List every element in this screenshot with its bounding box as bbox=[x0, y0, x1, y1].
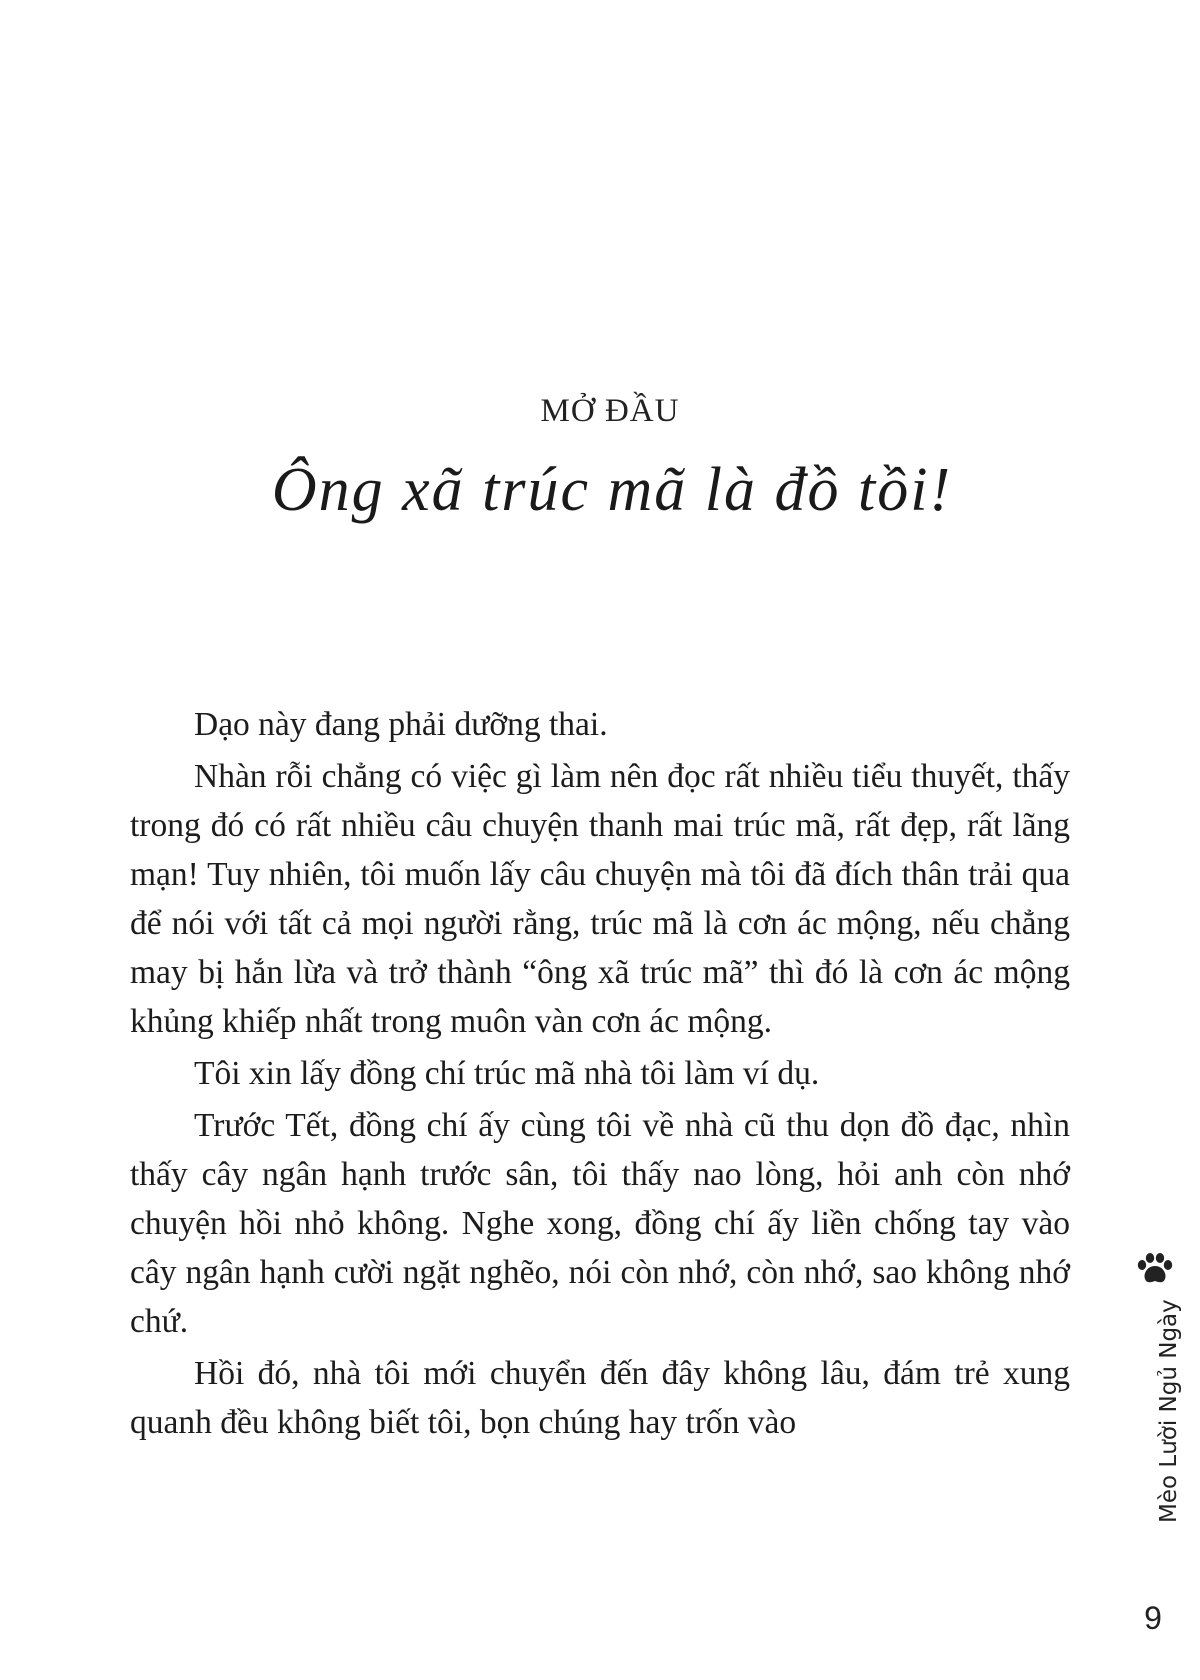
paw-icon bbox=[1135, 1252, 1175, 1286]
chapter-label: MỞ ĐẦU bbox=[540, 393, 680, 429]
body-text bbox=[130, 700, 1070, 1450]
paragraph-1: Dạo này đang phải dưỡng thai. bbox=[194, 706, 608, 743]
paragraph-2: Nhàn rỗi chẳng có việc gì làm nên đọc rất nhiều tiểu thuyết, thấy trong đó có rất nhiều câu chuyện thanh mai trúc mã, rất đẹp, rất lãng mạn! Tuy nhiên, tôi muốn lấy câu chuyện mà tôi đã đích thân trải qua để nói với tất cả mọi người rằng, trúc mã là cơn ác mộng, nếu chẳng may bị hắn lừa và trở thành “ông xã trúc mã” thì đó là cơn ác mộng khủng khiếp nhất trong muôn vàn cơn ác mộng. bbox=[130, 758, 1070, 1040]
paragraph-3: Tôi xin lấy đồng chí trúc mã nhà tôi làm ví dụ. bbox=[194, 1055, 820, 1092]
series-title: Mèo Lười Ngủ Ngày bbox=[1156, 1299, 1182, 1523]
paragraph-4: Trước Tết, đồng chí ấy cùng tôi về nhà cũ thu dọn đồ đạc, nhìn thấy cây ngân hạnh trước sân, tôi thấy nao lòng, hỏi anh còn nhớ chuyện hồi nhỏ không. Nghe xong, đồng chí ấy liền chống tay vào cây ngân hạnh cười ngặt nghẽo, nói còn nhớ, còn nhớ, sao không nhớ chứ. bbox=[130, 1107, 1070, 1340]
page-number: 9 bbox=[1144, 1600, 1162, 1636]
paragraph-5: Hồi đó, nhà tôi mới chuyển đến đây không lâu, đám trẻ xung quanh đều không biết tôi, bọn chúng hay trốn vào bbox=[130, 1355, 1070, 1441]
chapter-title: Ông xã trúc mã là đồ tồi! bbox=[271, 456, 953, 524]
running-header bbox=[1132, 1252, 1180, 1552]
